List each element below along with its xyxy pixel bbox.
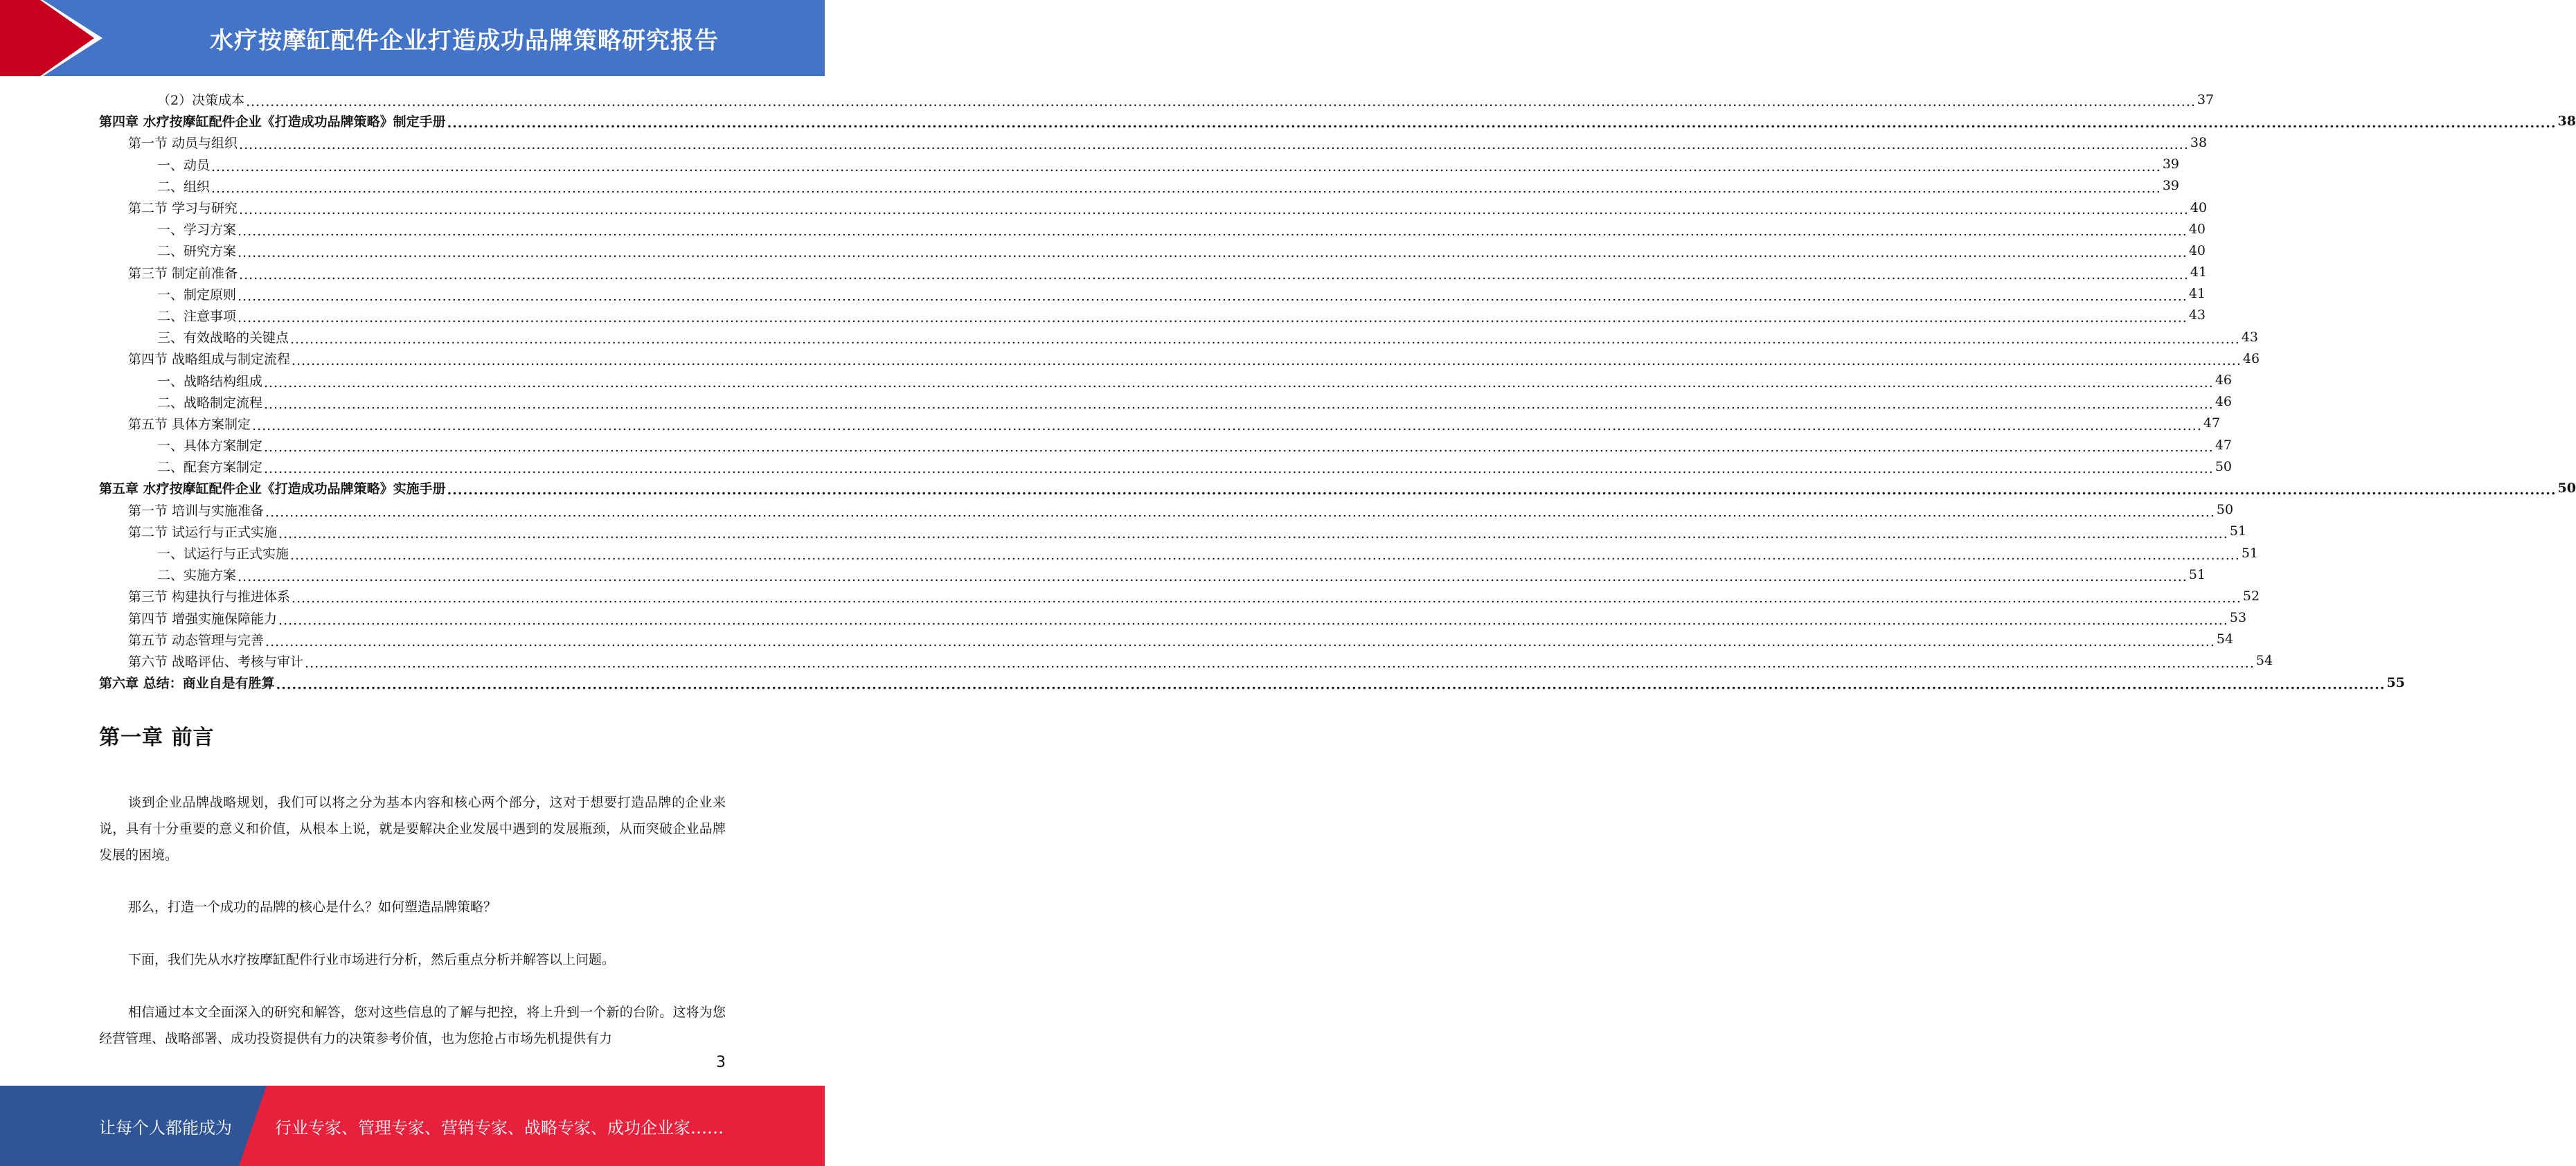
toc-entry-label: 二、战略制定流程 [157,395,263,411]
toc-entry-label: 第四节 增强实施保障能力 [128,611,278,627]
toc-entry-page: 46 [2215,394,2233,410]
toc-dot-leader: ................................................................................................................................................................................................................................................................................................................................................................................................................ [246,94,2196,110]
toc-dot-leader: ................................................................................................................................................................................................................................................................................................................................................................................................................ [264,461,2214,477]
toc-entry[interactable] [99,348,2260,369]
toc-dot-leader: ................................................................................................................................................................................................................................................................................................................................................................................................................ [239,137,2189,153]
toc-entry-page: 39 [2162,178,2180,194]
toc-entry[interactable] [99,326,2259,348]
toc-entry-label: 第二节 学习与研究 [128,201,238,217]
toc-entry[interactable] [99,650,2273,672]
toc-entry-page: 40 [2190,199,2208,215]
toc-entry[interactable] [99,89,2215,110]
toc-dot-leader: ................................................................................................................................................................................................................................................................................................................................................................................................................ [278,612,2228,628]
header-title: 水疗按摩缸配件企业打造成功品牌策略研究报告 [210,26,719,55]
toc-entry-label: 一、制定原则 [157,287,237,303]
toc-dot-leader: ................................................................................................................................................................................................................................................................................................................................................................................................................ [265,634,2215,649]
toc-entry-page: 43 [2241,329,2259,345]
toc-entry[interactable] [99,110,2576,132]
toc-entry[interactable] [99,564,2206,585]
toc-entry-label: 第五章 水疗按摩缸配件企业《打造成功品牌策略》实施手册 [99,481,446,497]
toc-entry-label: 第一节 培训与实施准备 [128,503,265,519]
toc-entry-page: 54 [2216,631,2234,647]
toc-dot-leader: ................................................................................................................................................................................................................................................................................................................................................................................................................ [239,267,2189,282]
toc-entry-page: 43 [2188,307,2206,323]
page-header [0,0,825,76]
toc-entry-label: （2）决策成本 [157,93,245,109]
toc-entry-label: 第四章 水疗按摩缸配件企业《打造成功品牌策略》制定手册 [99,114,446,130]
chapter-title: 第一章 前言 [99,726,215,750]
toc-entry-label: 第六章 总结：商业自是有胜算 [99,676,275,692]
toc-entry[interactable] [99,585,2260,607]
toc-entry[interactable] [99,499,2234,521]
toc-entry-label: 第一节 动员与组织 [128,136,238,152]
toc-entry[interactable] [99,305,2206,326]
toc-entry-label: 第四节 战略组成与制定流程 [128,352,291,368]
toc-dot-leader: ................................................................................................................................................................................................................................................................................................................................................................................................................ [290,548,2240,564]
toc-entry[interactable] [99,218,2206,240]
toc-entry-page: 47 [2215,437,2233,453]
toc-entry-label: 第六节 战略评估、考核与审计 [128,654,304,670]
toc-dot-leader: ................................................................................................................................................................................................................................................................................................................................................................................................................ [447,483,2557,499]
toc-dot-leader: ................................................................................................................................................................................................................................................................................................................................................................................................................ [447,116,2557,132]
toc-entry-label: 一、学习方案 [157,222,237,238]
toc-dot-leader: ................................................................................................................................................................................................................................................................................................................................................................................................................ [238,224,2188,240]
toc-entry[interactable] [99,391,2233,413]
toc-entry-page: 51 [2188,566,2206,582]
toc-entry-page: 50 [2216,502,2234,518]
toc-entry-label: 二、实施方案 [157,568,237,584]
toc-entry[interactable] [99,542,2259,564]
toc-dot-leader: ................................................................................................................................................................................................................................................................................................................................................................................................................ [238,569,2188,585]
toc-entry[interactable] [99,629,2234,650]
toc-entry-page: 46 [2215,373,2233,388]
toc-entry[interactable] [99,434,2233,456]
toc-entry-label: 一、试运行与正式实施 [157,546,289,562]
toc-dot-leader: ................................................................................................................................................................................................................................................................................................................................................................................................................ [264,375,2214,391]
toc-entry-page: 51 [2229,523,2247,539]
toc-entry-page: 50 [2557,480,2576,496]
toc-dot-leader: ................................................................................................................................................................................................................................................................................................................................................................................................................ [239,202,2189,218]
toc-dot-leader: ................................................................................................................................................................................................................................................................................................................................................................................................................ [292,353,2242,369]
toc-entry-page: 37 [2197,91,2215,107]
toc-entry-page: 50 [2215,458,2233,474]
toc-entry-page: 52 [2242,588,2260,604]
toc-entry-label: 第三节 构建执行与推进体系 [128,589,291,605]
toc-entry-label: 二、组织 [157,179,211,195]
toc-entry-page: 47 [2203,415,2221,431]
toc-entry[interactable] [99,132,2208,153]
toc-entry[interactable] [99,456,2233,477]
toc-entry[interactable] [99,521,2247,542]
footer-slogan-left: 让每个人都能成为 [99,1118,232,1138]
toc-dot-leader: ................................................................................................................................................................................................................................................................................................................................................................................................................ [238,245,2188,261]
toc-dot-leader: ................................................................................................................................................................................................................................................................................................................................................................................................................ [211,159,2161,174]
page-footer [0,1086,825,1166]
toc-dot-leader: ................................................................................................................................................................................................................................................................................................................................................................................................................ [252,418,2202,433]
toc-entry-page: 51 [2241,545,2259,561]
toc-entry-label: 二、注意事项 [157,308,237,324]
toc-entry-label: 第五节 动态管理与完善 [128,632,265,648]
paragraph-4: 相信通过本文全面深入的研究和解答，您对这些信息的了解与把控，将上升到一个新的台阶。这将为您经营管理、战略部署、成功投资提供有力的决策参考价值，也为您抢占市场先机提供有力 [99,1005,726,1046]
toc-entry[interactable] [99,369,2233,391]
paragraph-1: 谈到企业品牌战略规划，我们可以将之分为基本内容和核心两个部分，这对于想要打造品牌的企业来说，具有十分重要的意义和价值，从根本上说，就是要解决企业发展中遇到的发展瓶颈，从而突破企业品牌发展的困境。 [99,795,726,863]
toc-entry-page: 41 [2190,264,2208,280]
toc-entry[interactable] [99,262,2208,283]
toc-entry[interactable] [99,283,2206,305]
toc-entry-label: 一、具体方案制定 [157,438,263,454]
paragraph-2: 那么，打造一个成功的品牌的核心是什么？如何塑造品牌策略？ [128,899,497,915]
toc-entry[interactable] [99,240,2206,261]
footer-slogan-right: 行业专家、管理专家、营销专家、战略专家、成功企业家…… [275,1118,724,1138]
toc-entry[interactable] [99,607,2247,629]
toc-entry-label: 一、战略结构组成 [157,373,263,389]
toc-entry[interactable] [99,413,2221,434]
toc-entry-page: 39 [2162,156,2180,172]
toc-entry[interactable] [99,175,2180,197]
page-number: 3 [716,1054,726,1071]
toc-entry-page: 55 [2386,674,2405,690]
toc-entry-page: 38 [2190,134,2208,150]
toc-entry-label: 第三节 制定前准备 [128,265,238,281]
toc-entry-page: 54 [2255,653,2273,669]
toc-dot-leader: ................................................................................................................................................................................................................................................................................................................................................................................................................ [278,526,2228,541]
toc-dot-leader: ................................................................................................................................................................................................................................................................................................................................................................................................................ [265,504,2215,520]
toc-dot-leader: ................................................................................................................................................................................................................................................................................................................................................................................................................ [211,180,2161,196]
toc-entry-label: 二、研究方案 [157,244,237,260]
toc-entry[interactable] [99,672,2405,693]
toc-entry-page: 46 [2242,350,2260,366]
header-arrow-graphic [0,0,111,76]
toc-dot-leader: ................................................................................................................................................................................................................................................................................................................................................................................................................ [238,288,2188,304]
toc-entry-page: 40 [2188,242,2206,258]
toc-entry-label: 三、有效战略的关键点 [157,330,289,346]
toc-entry[interactable] [99,197,2208,218]
toc-entry-page: 40 [2188,221,2206,237]
toc-entry-page: 38 [2557,113,2576,129]
toc-dot-leader: ................................................................................................................................................................................................................................................................................................................................................................................................................ [290,332,2240,348]
toc-entry-label: 二、配套方案制定 [157,460,263,476]
paragraph-3: 下面，我们先从水疗按摩缸配件行业市场进行分析，然后重点分析并解答以上问题。 [128,952,616,967]
toc-entry-page: 41 [2188,286,2206,302]
toc-entry-page: 53 [2229,610,2247,626]
table-of-contents [99,89,2576,693]
toc-dot-leader: ................................................................................................................................................................................................................................................................................................................................................................................................................ [264,440,2214,456]
toc-entry[interactable] [99,477,2576,499]
toc-dot-leader: ................................................................................................................................................................................................................................................................................................................................................................................................................ [305,655,2255,671]
toc-dot-leader: ................................................................................................................................................................................................................................................................................................................................................................................................................ [264,396,2214,412]
toc-entry-label: 第二节 试运行与正式实施 [128,524,278,540]
toc-dot-leader: ................................................................................................................................................................................................................................................................................................................................................................................................................ [292,591,2242,607]
toc-entry-label: 第五节 具体方案制定 [128,416,251,432]
toc-dot-leader: ................................................................................................................................................................................................................................................................................................................................................................................................................ [238,310,2188,325]
toc-entry[interactable] [99,154,2180,175]
toc-entry-label: 一、动员 [157,157,211,173]
toc-dot-leader: ................................................................................................................................................................................................................................................................................................................................................................................................................ [276,677,2386,693]
